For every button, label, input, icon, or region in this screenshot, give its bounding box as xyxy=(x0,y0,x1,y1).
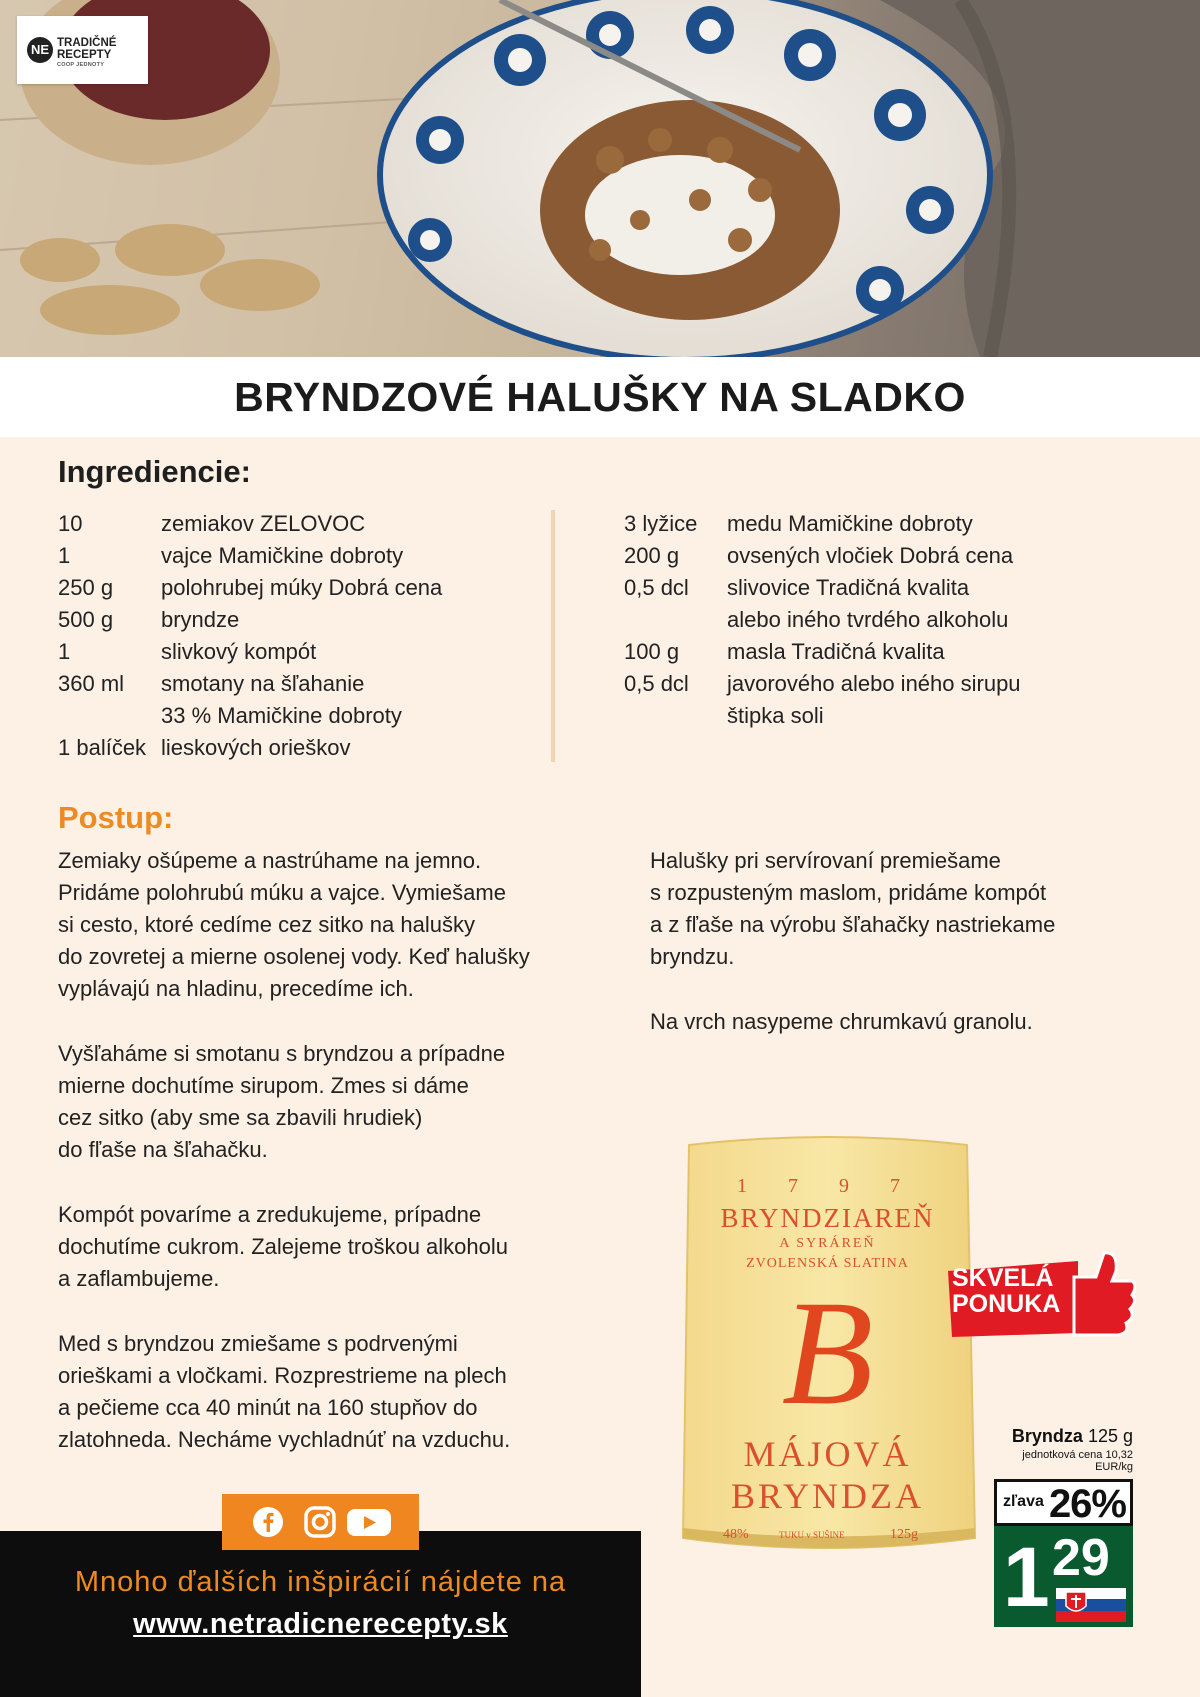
price-tag xyxy=(994,1479,1133,1627)
package-fat: 48% xyxy=(723,1527,749,1542)
package-location: ZVOLENSKÁ SLATINA xyxy=(746,1256,909,1271)
method-line: Zemiaky ošúpeme a nastrúhame na jemno. xyxy=(58,848,482,873)
package-brand-sub: A SYRÁREŇ xyxy=(779,1236,876,1251)
ingredient-name: slivovice Tradičná kvalita xyxy=(727,575,970,600)
package-name-2: BRYNDZA xyxy=(730,1476,925,1516)
method-line: Pridáme polohrubú múku a vajce. Vymiešame xyxy=(58,880,506,905)
ingredients-heading: Ingrediencie: xyxy=(58,454,251,489)
method-line: bryndzu. xyxy=(650,944,735,969)
ingredient-name: masla Tradičná kvalita xyxy=(727,639,945,664)
discount-bar xyxy=(994,1479,1133,1526)
method-line: dochutíme cukrom. Zalejeme troškou alkoholu xyxy=(58,1234,508,1259)
hero-illustration xyxy=(0,0,1200,357)
price-integer: 1 xyxy=(1003,1530,1050,1624)
badge-line2: PONUKA xyxy=(952,1290,1061,1318)
method-line: vyplávajú na hladinu, precedíme ich. xyxy=(58,976,414,1001)
ingredient-row xyxy=(58,540,538,572)
ingredient-row xyxy=(58,732,538,764)
method-step-4 xyxy=(58,1328,510,1456)
ingredient-name: ovsených vločiek Dobrá cena xyxy=(727,543,1014,568)
method-line: Med s bryndzou zmiešame s podrvenými xyxy=(58,1331,458,1356)
logo-badge: NE xyxy=(27,37,53,63)
package-brand: BRYNDZIAREŇ xyxy=(720,1203,935,1233)
ingredient-name: vajce Mamičkine dobroty xyxy=(161,543,404,568)
method-heading: Postup: xyxy=(58,800,174,835)
price-decimal: 29 xyxy=(1052,1529,1110,1587)
discount-label: zľava xyxy=(1003,1493,1044,1510)
ingredient-quantity: 1 balíček xyxy=(58,735,147,760)
method-line: s rozpusteným maslom, pridáme kompót xyxy=(650,880,1047,905)
price-panel xyxy=(994,1526,1133,1627)
ingredient-row xyxy=(624,700,1144,732)
facebook-icon[interactable] xyxy=(252,1506,284,1538)
price-info xyxy=(990,1426,1133,1473)
ingredient-row xyxy=(624,668,1144,700)
hero-photo xyxy=(0,0,1200,357)
ingredients-divider xyxy=(551,510,555,762)
product-weight: 125 g xyxy=(1087,1426,1133,1446)
method-step-3 xyxy=(58,1199,508,1295)
method-line: Vyšľaháme si smotanu s bryndzou a prípadne xyxy=(58,1041,506,1066)
ingredient-quantity: 1 xyxy=(58,639,71,664)
product-name-line xyxy=(990,1426,1133,1447)
ingredient-row xyxy=(58,604,538,636)
method-line: do zovretej a mierne osolenej vody. Keď halušky xyxy=(58,944,530,969)
ingredient-name: smotany na šľahanie xyxy=(161,671,365,696)
ingredient-row xyxy=(58,700,538,732)
method-line: do fľaše na šľahačku. xyxy=(58,1137,268,1162)
social-bar xyxy=(222,1494,419,1550)
method-line: Kompót povaríme a zredukujeme, prípadne xyxy=(58,1202,482,1227)
method-line: cez sitko (aby sme sa zbavili hrudiek) xyxy=(58,1105,423,1130)
method-line: Na vrch nasypeme chrumkavú granolu. xyxy=(650,1009,1033,1034)
ingredient-quantity: 100 g xyxy=(624,639,680,664)
ingredient-row xyxy=(624,572,1144,604)
unit-price: jednotková cena 10,32 EUR/kg xyxy=(1022,1449,1133,1473)
ingredient-row xyxy=(624,540,1144,572)
method-line: a z fľaše na výrobu šľahačky nastriekame xyxy=(650,912,1056,937)
ingredient-quantity: 0,5 dcl xyxy=(624,671,689,696)
page-title: BRYNDZOVÉ HALUŠKY NA SLADKO xyxy=(234,374,966,420)
ingredient-row xyxy=(58,572,538,604)
method-line: a pečieme cca 40 minút na 160 stupňov do xyxy=(58,1395,478,1420)
ingredient-name: polohrubej múky Dobrá cena xyxy=(161,575,443,600)
ingredient-row xyxy=(624,604,1144,636)
ingredient-quantity: 500 g xyxy=(58,607,114,632)
logo-line2: RECEPTY xyxy=(57,49,112,61)
ingredient-row xyxy=(58,508,538,540)
ingredient-quantity: 250 g xyxy=(58,575,114,600)
logo-line1: TRADIČNÉ xyxy=(57,37,117,49)
method-line: Halušky pri servírovaní premiešame xyxy=(650,848,1001,873)
ingredient-row xyxy=(624,508,1144,540)
ingredient-quantity: 10 xyxy=(58,511,83,536)
method-line: si cesto, ktoré cedíme cez sitko na halušky xyxy=(58,912,475,937)
method-line: a zaflambujeme. xyxy=(58,1266,220,1291)
method-step-6 xyxy=(650,1006,1033,1038)
method-step-5 xyxy=(650,845,1055,973)
instagram-icon[interactable] xyxy=(304,1506,336,1538)
ingredient-quantity: 1 xyxy=(58,543,71,568)
method-line: mierne dochutíme sirupom. Zmes si dáme xyxy=(58,1073,469,1098)
method-line: orieškami a vločkami. Rozprestrieme na plech xyxy=(58,1363,507,1388)
ingredient-name: štipka soli xyxy=(727,703,824,728)
ingredient-quantity: 0,5 dcl xyxy=(624,575,689,600)
ingredient-name: javorového alebo iného sirupu xyxy=(727,671,1021,696)
slovak-flag-icon xyxy=(1056,1588,1126,1622)
ingredient-row xyxy=(58,668,538,700)
ingredient-name: slivkový kompót xyxy=(161,639,317,664)
ingredient-quantity: 360 ml xyxy=(58,671,125,696)
website-link[interactable]: www.netradicnerecepty.sk xyxy=(133,1608,508,1640)
ingredient-row xyxy=(624,636,1144,668)
logo-line3: COOP JEDNOTY xyxy=(57,62,105,68)
package-weight: 125g xyxy=(890,1527,918,1542)
youtube-icon[interactable] xyxy=(346,1506,392,1538)
ingredient-row xyxy=(58,636,538,668)
method-step-2 xyxy=(58,1038,505,1166)
ingredient-name: lieskových orieškov xyxy=(161,735,351,760)
discount-value: 26% xyxy=(1048,1482,1126,1526)
package-name-1: MÁJOVÁ xyxy=(743,1434,912,1474)
ingredient-name: 33 % Mamičkine dobroty xyxy=(161,703,402,728)
ingredient-name: medu Mamičkine dobroty xyxy=(727,511,973,536)
ingredient-name: alebo iného tvrdého alkoholu xyxy=(727,607,1009,632)
ingredient-quantity: 200 g xyxy=(624,543,680,568)
method-step-1 xyxy=(58,845,530,1005)
package-logo: B xyxy=(781,1270,874,1436)
package-year: 1 7 9 7 xyxy=(737,1175,918,1197)
brand-logo xyxy=(17,16,148,84)
product-name: Bryndza xyxy=(1011,1426,1083,1446)
method-line: zlatohneda. Necháme vychladnúť na vzduchu. xyxy=(58,1427,511,1452)
footer-tagline: Mnoho ďalších inšpirácií nájdete na xyxy=(74,1566,567,1598)
great-offer-badge xyxy=(946,1251,1136,1341)
ingredient-name: zemiakov ZELOVOC xyxy=(161,511,366,536)
package-fat-label: TUKU v SUŠINE xyxy=(779,1530,845,1540)
badge-line1: SKVELÁ xyxy=(952,1264,1054,1292)
ingredient-quantity: 3 lyžice xyxy=(624,511,698,536)
ingredient-name: bryndze xyxy=(161,607,240,632)
product-package xyxy=(675,1133,980,1558)
